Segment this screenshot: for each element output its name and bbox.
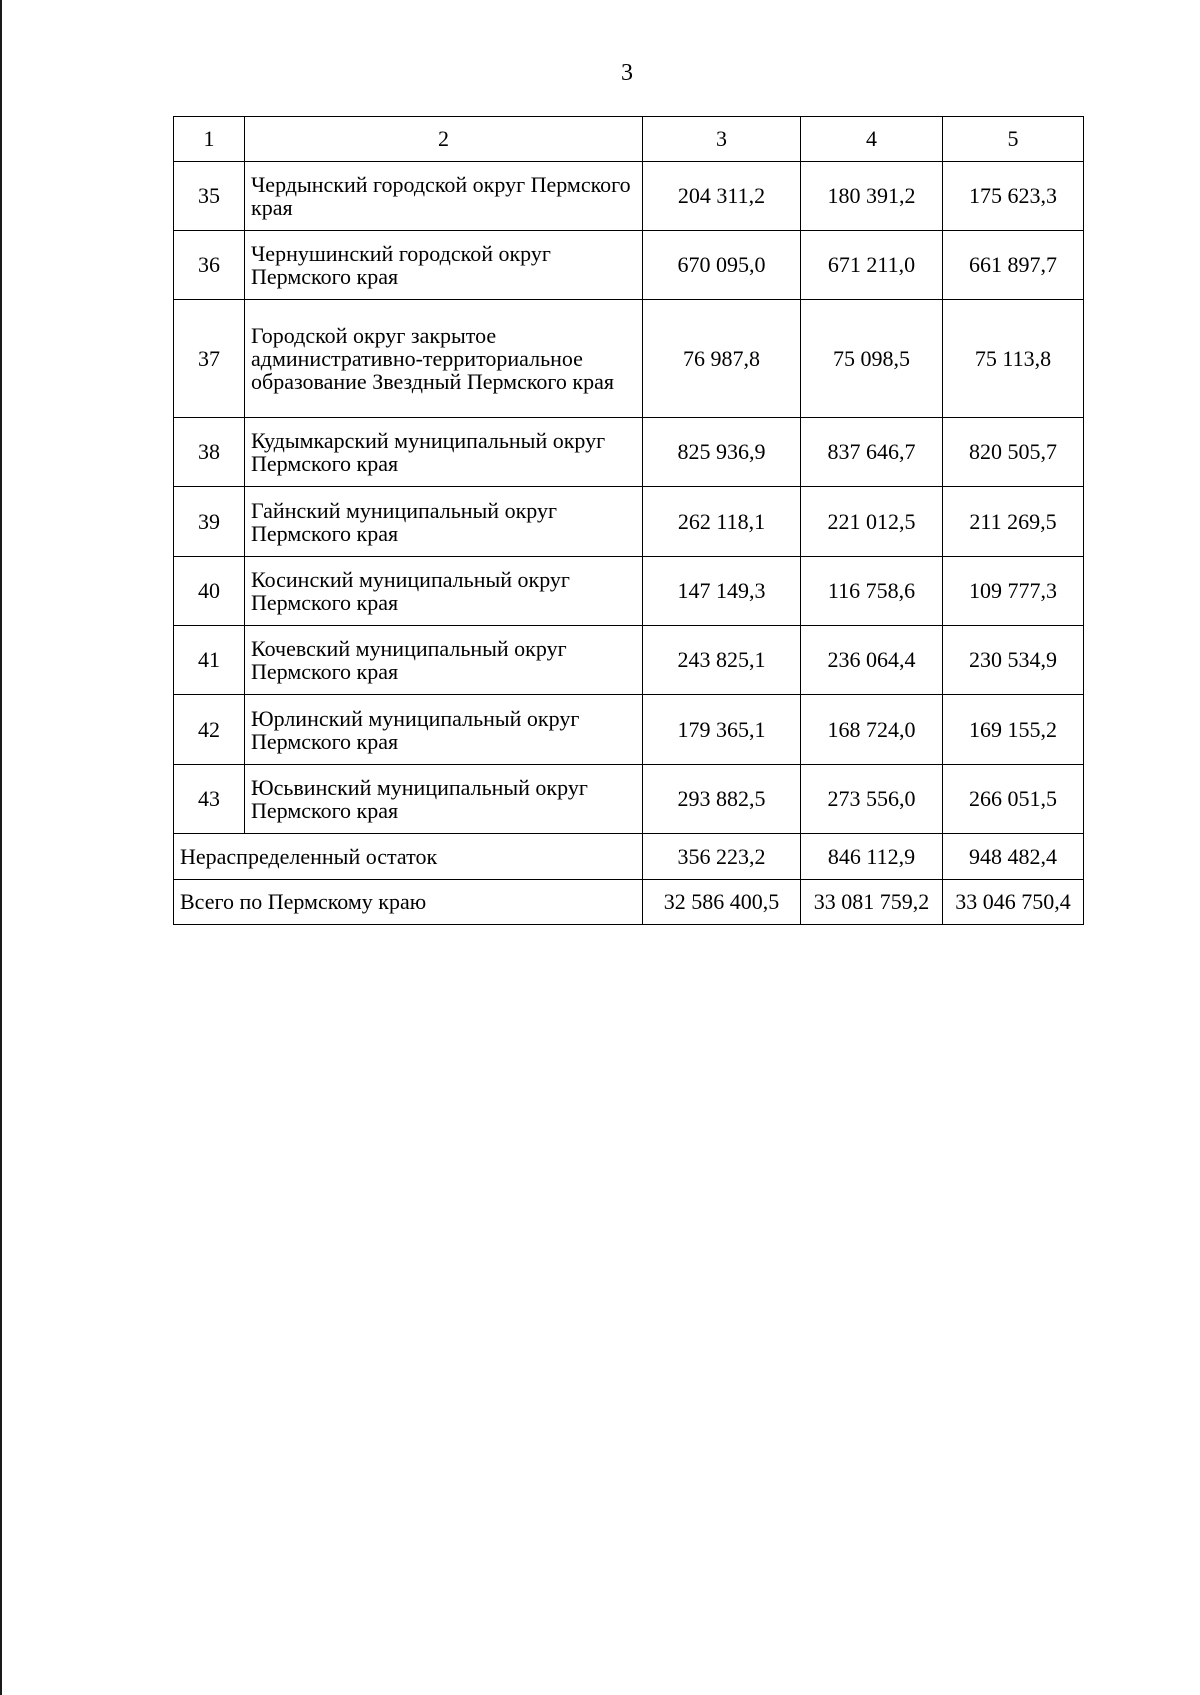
- value-col5: 820 505,7: [943, 418, 1084, 487]
- value-col5: 661 897,7: [943, 231, 1084, 300]
- row-number: 38: [174, 418, 245, 487]
- value-col4: 273 556,0: [801, 765, 943, 834]
- row-number: 37: [174, 300, 245, 418]
- value-col3: 356 223,2: [643, 834, 801, 880]
- value-col4: 168 724,0: [801, 695, 943, 765]
- column-header: 4: [801, 117, 943, 162]
- value-col5: 266 051,5: [943, 765, 1084, 834]
- value-col5: 230 534,9: [943, 626, 1084, 695]
- value-col3: 670 095,0: [643, 231, 801, 300]
- column-header: 3: [643, 117, 801, 162]
- total-row: [174, 880, 1084, 925]
- row-number: 41: [174, 626, 245, 695]
- budget-table: [173, 116, 1084, 925]
- table-row: [174, 487, 1084, 557]
- municipality-name: Чернушинский городской округ Пермского края: [245, 231, 643, 300]
- municipality-name: Косинский муниципальный округ Пермского края: [245, 557, 643, 626]
- value-col5: 169 155,2: [943, 695, 1084, 765]
- table-row: [174, 765, 1084, 834]
- value-col5: 109 777,3: [943, 557, 1084, 626]
- table-row: [174, 418, 1084, 487]
- value-col4: 236 064,4: [801, 626, 943, 695]
- column-header: 1: [174, 117, 245, 162]
- value-col4: 33 081 759,2: [801, 880, 943, 925]
- column-header: 2: [245, 117, 643, 162]
- row-number: 36: [174, 231, 245, 300]
- value-col4: 116 758,6: [801, 557, 943, 626]
- value-col3: 825 936,9: [643, 418, 801, 487]
- table-row: [174, 300, 1084, 418]
- municipality-name: Юсьвинский муниципальный округ Пермского края: [245, 765, 643, 834]
- municipality-name: Городской округ закрытое административно-территориальное образование Звездный Пермского края: [245, 300, 643, 418]
- municipality-name: Чердынский городской округ Пермского края: [245, 162, 643, 231]
- value-col4: 180 391,2: [801, 162, 943, 231]
- value-col4: 837 646,7: [801, 418, 943, 487]
- row-number: 39: [174, 487, 245, 557]
- unallocated-row: [174, 834, 1084, 880]
- value-col3: 293 882,5: [643, 765, 801, 834]
- municipality-name: Юрлинский муниципальный округ Пермского края: [245, 695, 643, 765]
- row-number: 40: [174, 557, 245, 626]
- unallocated-label: Нераспределенный остаток: [174, 834, 643, 880]
- table-header-row: [174, 117, 1084, 162]
- value-col5: 948 482,4: [943, 834, 1084, 880]
- value-col3: 179 365,1: [643, 695, 801, 765]
- table-row: [174, 557, 1084, 626]
- table-row: [174, 231, 1084, 300]
- value-col4: 75 098,5: [801, 300, 943, 418]
- value-col3: 32 586 400,5: [643, 880, 801, 925]
- value-col3: 262 118,1: [643, 487, 801, 557]
- value-col5: 211 269,5: [943, 487, 1084, 557]
- table-row: [174, 162, 1084, 231]
- table-row: [174, 626, 1084, 695]
- value-col3: 204 311,2: [643, 162, 801, 231]
- value-col5: 33 046 750,4: [943, 880, 1084, 925]
- table-row: [174, 695, 1084, 765]
- value-col3: 243 825,1: [643, 626, 801, 695]
- value-col4: 221 012,5: [801, 487, 943, 557]
- page-number: 3: [621, 60, 633, 86]
- municipality-name: Кудымкарский муниципальный округ Пермского края: [245, 418, 643, 487]
- column-header: 5: [943, 117, 1084, 162]
- value-col4: 671 211,0: [801, 231, 943, 300]
- value-col3: 76 987,8: [643, 300, 801, 418]
- total-label: Всего по Пермскому краю: [174, 880, 643, 925]
- value-col4: 846 112,9: [801, 834, 943, 880]
- row-number: 35: [174, 162, 245, 231]
- municipality-name: Кочевский муниципальный округ Пермского края: [245, 626, 643, 695]
- municipality-name: Гайнский муниципальный округ Пермского края: [245, 487, 643, 557]
- value-col5: 175 623,3: [943, 162, 1084, 231]
- value-col5: 75 113,8: [943, 300, 1084, 418]
- row-number: 42: [174, 695, 245, 765]
- page-edge: [0, 0, 2, 1695]
- value-col3: 147 149,3: [643, 557, 801, 626]
- row-number: 43: [174, 765, 245, 834]
